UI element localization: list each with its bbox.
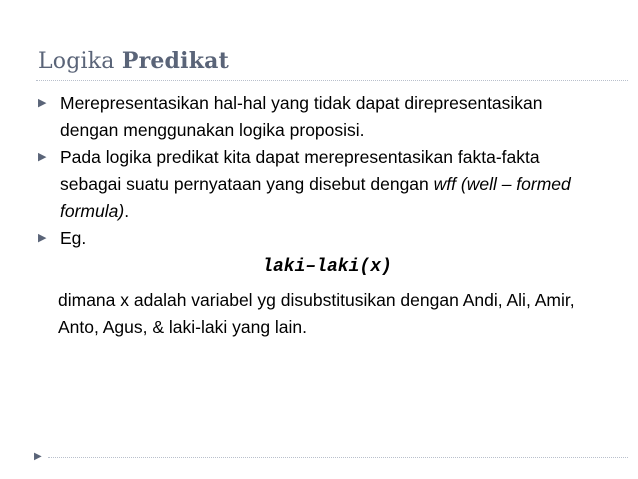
triangle-bullet-icon: ▶ — [38, 97, 47, 109]
bullet-text-end: . — [124, 201, 130, 221]
bullet-item — [36, 90, 596, 144]
formula: laki–laki(x) — [262, 257, 392, 277]
footer-divider — [48, 457, 628, 458]
title-divider — [36, 80, 628, 81]
slide-title-regular: Logika — [38, 49, 122, 74]
slide-title-bold: Predikat — [121, 48, 229, 74]
bullet-text: Eg. — [60, 228, 87, 248]
triangle-bullet-icon: ▶ — [38, 151, 47, 163]
bullet-text: Merepresentasikan hal-hal yang tidak dapat direpresentasikan dengan menggunakan logika proposisi. — [60, 93, 543, 140]
explanation-text: dimana x adalah variabel yg disubstitusikan dengan Andi, Ali, Amir, Anto, Agus, & laki-laki yang lain. — [58, 290, 575, 337]
bullet-text-main: Pada logika predikat kita dapat merepresentasikan fakta-fakta sebagai suatu pernyataan yang disebut dengan — [60, 147, 540, 194]
slide-title — [38, 48, 229, 74]
bullet-item — [36, 225, 596, 252]
bullet-text-italic: wff (well – formed formula) — [60, 174, 571, 221]
footer-triangle-icon: ▶ — [34, 451, 42, 462]
bullet-item — [36, 144, 596, 225]
bullet-text — [60, 144, 596, 225]
triangle-bullet-icon: ▶ — [38, 232, 47, 244]
slide-content — [36, 90, 596, 341]
